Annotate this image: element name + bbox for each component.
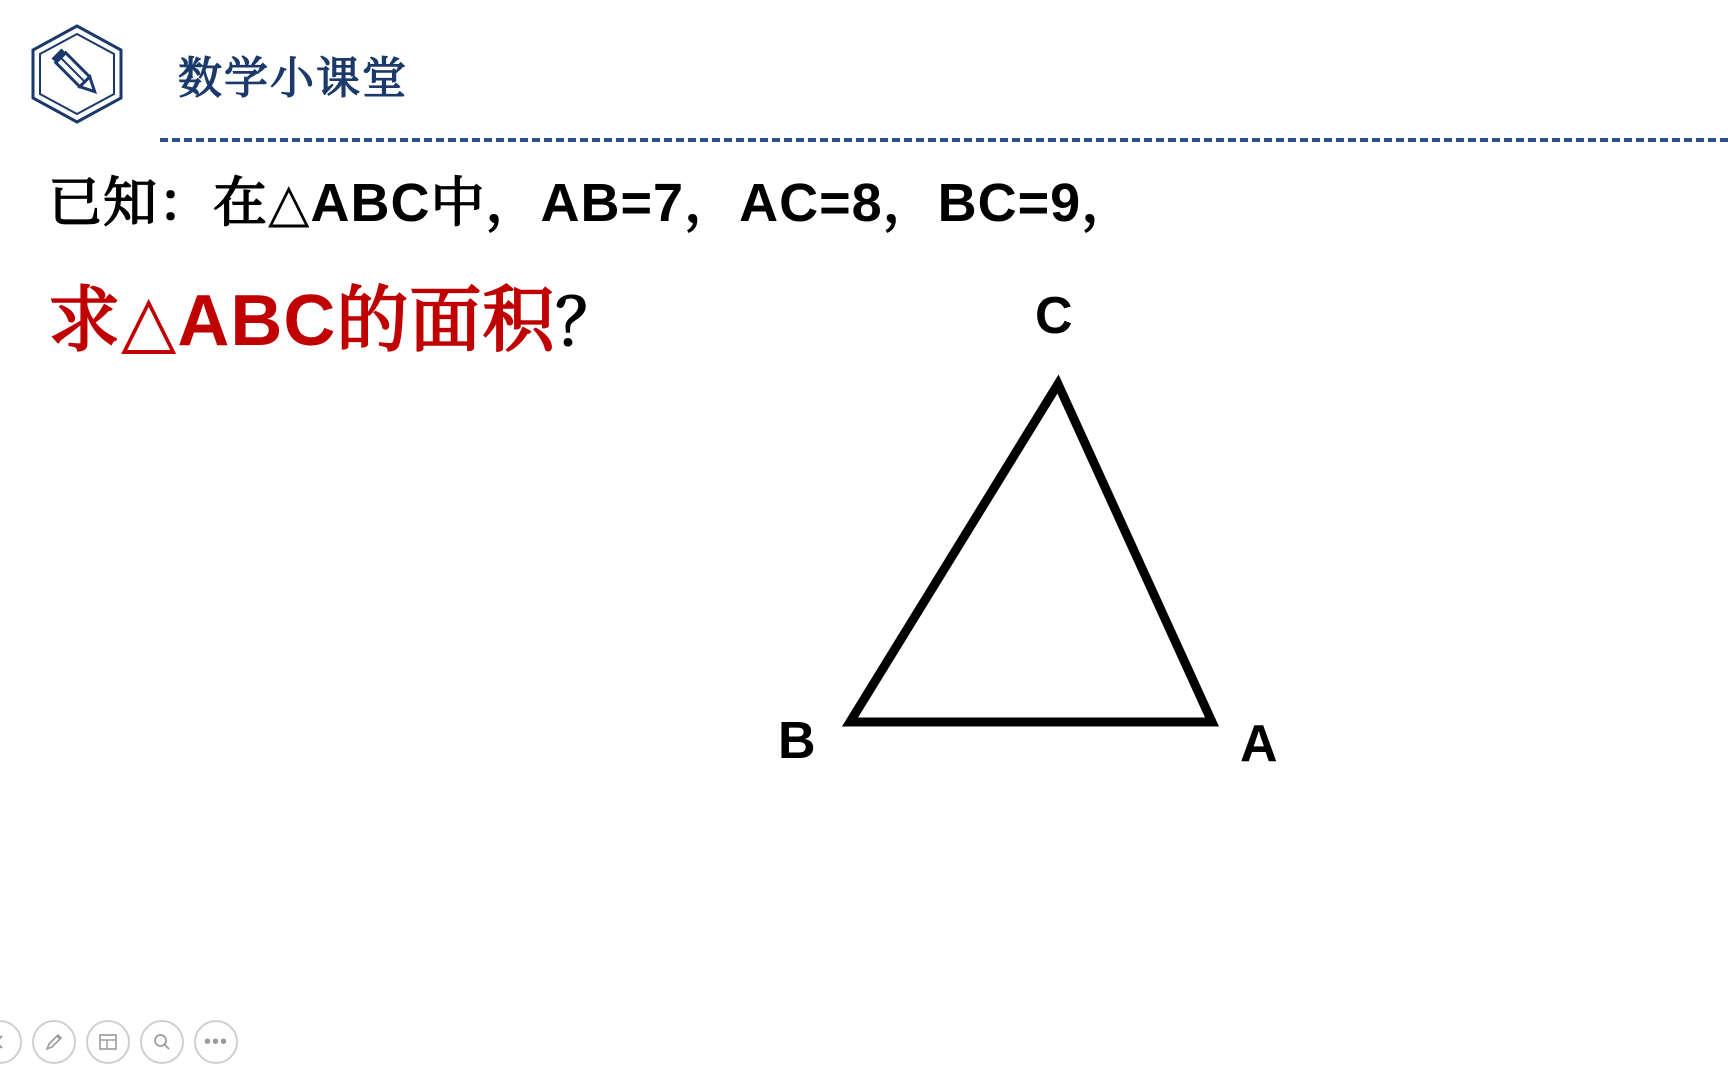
header-divider [160,138,1728,142]
vertex-label-a: A [1240,715,1278,773]
layout-tool-button[interactable] [86,1020,130,1064]
pen-tool-button[interactable] [32,1020,76,1064]
more-tool-button[interactable] [194,1020,238,1064]
vertex-label-b: B [778,712,816,770]
magnifier-icon [151,1031,173,1053]
question-statement [48,262,620,366]
bottom-toolbar [0,1012,238,1072]
vertex-label-c: C [1035,287,1073,345]
pencil-hexagon-icon [25,22,129,126]
question-mark: ？ [555,287,621,359]
given-statement: 已知：在△ABC中，AB=7，AC=8，BC=9， [48,173,1137,233]
triangle-figure [820,300,1380,820]
page-header [0,0,1728,140]
pencil-icon [43,1031,65,1053]
zoom-tool-button[interactable] [140,1020,184,1064]
chevron-left-icon [0,1033,9,1051]
layout-icon [97,1031,119,1053]
more-dots-icon: ••• [203,1031,228,1053]
question-highlight: 求△ABC的面积 [48,281,556,361]
page-title: 数学小课堂 [178,54,408,103]
prev-tool-button[interactable] [0,1020,22,1064]
